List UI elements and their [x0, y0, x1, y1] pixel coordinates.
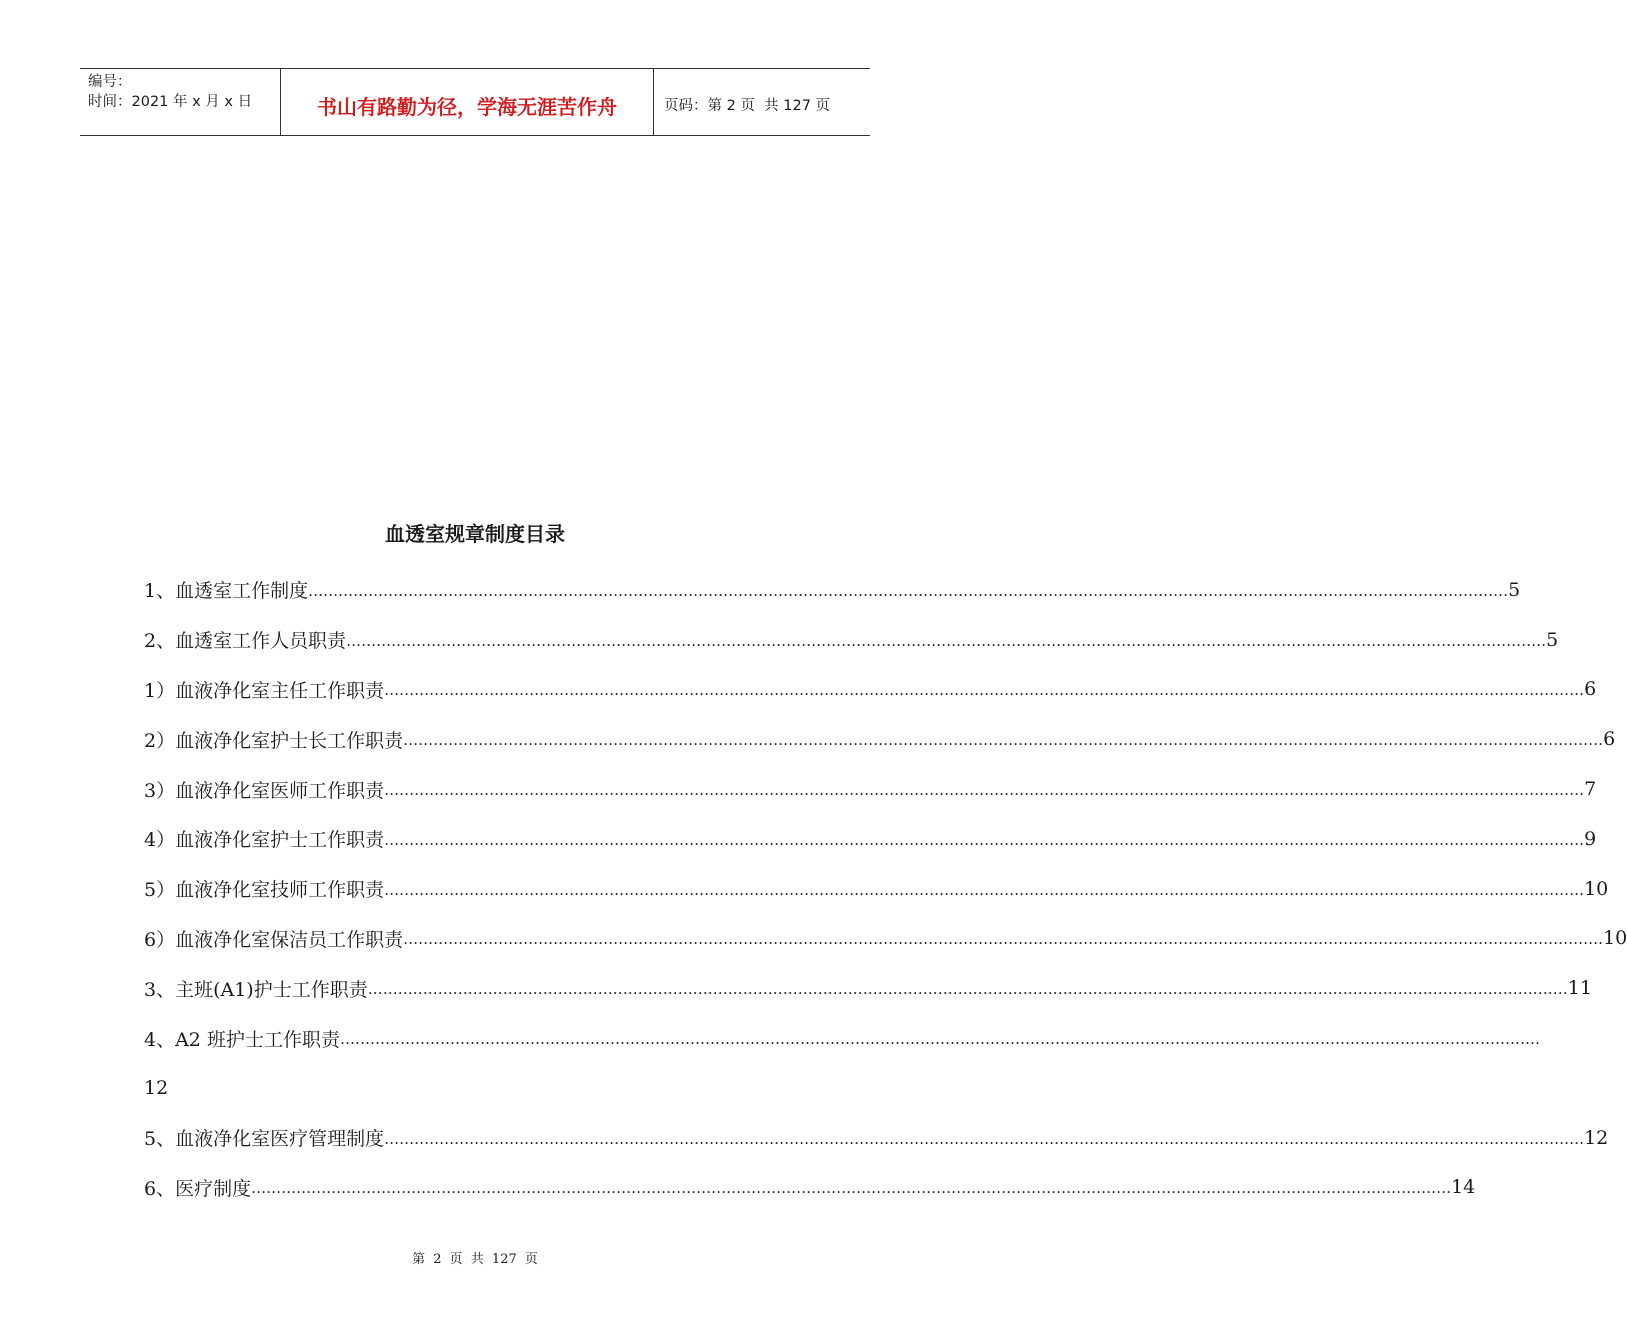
toc-leader-dots: ……………………………………………………………………………………………………………………………………………………………………………………………………………………	[346, 631, 1547, 650]
toc-entry-page: 9	[1584, 827, 1597, 850]
header-page-info: 页码：第 2 页 共 127 页	[664, 97, 831, 114]
header-motto: 书山有路勤为径，学海无涯苦作舟	[281, 69, 654, 135]
toc-entry-page: 6	[1584, 678, 1597, 701]
toc-entry-page: 12	[1584, 1126, 1609, 1149]
toc-entry	[144, 1013, 1540, 1063]
toc-entry-label: 5）血液净化室技师工作职责	[144, 879, 385, 902]
toc-entry	[144, 1113, 1609, 1163]
toc-entry	[144, 665, 1597, 715]
toc-entry-label: 2、血透室工作人员职责	[144, 630, 347, 653]
toc-entry-page: 10	[1603, 927, 1627, 950]
document-date: 时间：2021 年 x 月 x 日	[88, 94, 253, 110]
toc-entry-page: 6	[1603, 728, 1616, 751]
toc-entry-page: 5	[1546, 628, 1559, 651]
toc-entry	[144, 764, 1597, 814]
toc-entry-label: 1）血液净化室主任工作职责	[144, 679, 385, 702]
toc-entry-label: 2）血液净化室护士长工作职责	[144, 729, 404, 752]
toc-entry	[144, 814, 1597, 864]
toc-leader-dots: ……………………………………………………………………………………………………………………………………………………………………………………………………………………	[384, 681, 1585, 700]
toc-leader-dots: ……………………………………………………………………………………………………………………………………………………………………………………………………………………	[403, 930, 1604, 949]
toc-entry-label: 3）血液净化室医师工作职责	[144, 779, 385, 802]
toc-leader-dots: ……………………………………………………………………………………………………………………………………………………………………………………………………………………	[384, 830, 1585, 849]
toc-leader-dots: ……………………………………………………………………………………………………………………………………………………………………………………………………………………	[367, 980, 1568, 999]
toc-leader-dots: ……………………………………………………………………………………………………………………………………………………………………………………………………………………	[403, 731, 1604, 750]
toc-entry-label: 1、血透室工作制度	[144, 580, 309, 603]
document-number-label: 编号：	[88, 74, 132, 90]
toc-entry-page: 10	[1584, 877, 1609, 900]
page-header	[80, 68, 870, 136]
toc-leader-dots: ……………………………………………………………………………………………………………………………………………………………………………………………………………………	[308, 581, 1509, 600]
toc-entry-label: 5、血液净化室医疗管理制度	[144, 1128, 385, 1151]
header-meta	[80, 69, 281, 135]
page-footer: 第 2 页 共 127 页	[412, 1252, 538, 1267]
toc-entry	[144, 963, 1592, 1013]
toc-leader-dots: ……………………………………………………………………………………………………………………………………………………………………………………………………………………	[339, 1030, 1540, 1049]
toc-entry-label: 12	[144, 1076, 169, 1099]
toc-entry-page: 11	[1567, 977, 1592, 1000]
toc-entry-page: 5	[1508, 578, 1521, 601]
toc-entry	[144, 1063, 806, 1113]
toc-leader-dots: ……………………………………………………………………………………………………………………………………………………………………………………………………………………	[251, 1179, 1452, 1198]
toc-entry-label: 6）血液净化室保洁员工作职责	[144, 928, 404, 951]
toc-leader-dots: ……………………………………………………………………………………………………………………………………………………………………………………………………………………	[384, 880, 1585, 899]
toc-entry	[144, 864, 1609, 914]
toc-entry	[144, 1163, 1476, 1213]
toc-entry-page: 14	[1451, 1176, 1476, 1199]
toc-leader-dots: ……………………………………………………………………………………………………………………………………………………………………………………………………………………	[384, 1129, 1585, 1148]
toc-entry	[144, 615, 1559, 665]
toc-title: 血透室规章制度目录	[385, 522, 565, 546]
toc-entry-label: 4）血液净化室护士工作职责	[144, 829, 385, 852]
toc-leader-dots: ……………………………………………………………………………………………………………………………………………………………………………………………………………………	[384, 781, 1585, 800]
toc-entry	[144, 714, 1616, 764]
toc-entry-label: 6、医疗制度	[144, 1177, 252, 1200]
table-of-contents	[144, 565, 1627, 1212]
toc-entry	[144, 565, 1521, 615]
toc-entry-label: 4、A2 班护士工作职责	[144, 1028, 340, 1051]
toc-entry-page: 7	[1584, 778, 1597, 801]
toc-entry-label: 3、主班(A1)护士工作职责	[144, 978, 368, 1001]
toc-entry	[144, 914, 1627, 964]
